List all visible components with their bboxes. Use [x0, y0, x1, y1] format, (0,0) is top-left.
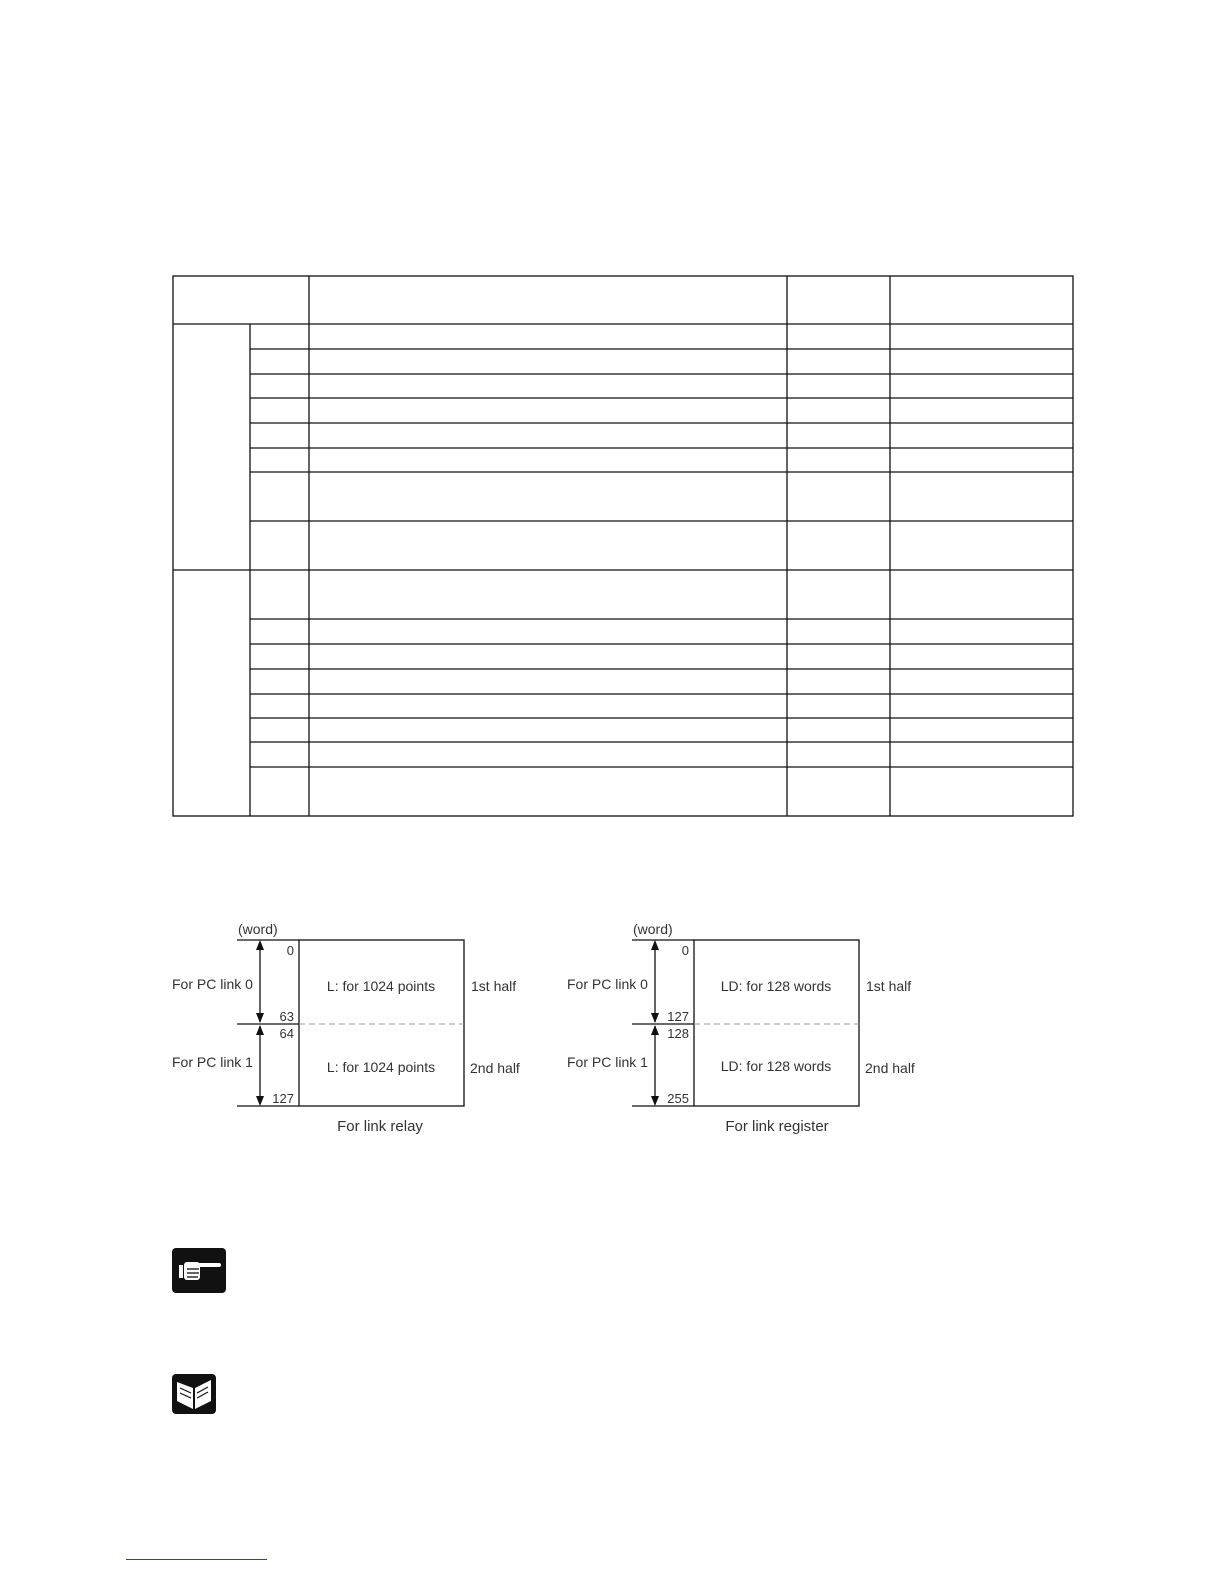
- address-127: 127: [667, 1009, 689, 1024]
- table-outer-border: [173, 276, 1073, 816]
- link-relay-diagram: [168, 915, 538, 1143]
- unit-label: (word): [238, 921, 278, 937]
- second-half-label: 2nd half: [865, 1060, 915, 1076]
- pc-link-1-label: For PC link 1: [172, 1054, 253, 1070]
- pc-link-0-label: For PC link 0: [567, 976, 648, 992]
- address-0: 0: [286, 943, 294, 958]
- pc-link-1-label: For PC link 1: [567, 1054, 648, 1070]
- first-half-label: 1st half: [471, 978, 517, 994]
- upper-area-label: LD: for 128 words: [720, 978, 832, 994]
- lower-area-label: LD: for 128 words: [720, 1058, 832, 1074]
- pc-link-0-label: For PC link 0: [172, 976, 253, 992]
- memory-area-box: [299, 940, 464, 1106]
- link-register-diagram: [563, 915, 933, 1143]
- second-half-label: 2nd half: [470, 1060, 520, 1076]
- diagram-caption: For link register: [725, 1118, 829, 1135]
- upper-area-label: L: for 1024 points: [326, 978, 436, 994]
- address-255: 255: [667, 1091, 689, 1106]
- address-127: 127: [272, 1091, 294, 1106]
- diagram-caption: For link relay: [337, 1118, 423, 1135]
- address-64: 64: [279, 1026, 294, 1041]
- address-63: 63: [279, 1009, 294, 1024]
- memory-area-box: [694, 940, 859, 1106]
- first-half-label: 1st half: [866, 978, 912, 994]
- address-0: 0: [681, 943, 689, 958]
- lower-area-label: L: for 1024 points: [326, 1059, 436, 1075]
- unit-label: (word): [633, 921, 673, 937]
- book-icon: [172, 1374, 216, 1414]
- pointing-hand-icon: [172, 1248, 226, 1293]
- address-128: 128: [667, 1026, 689, 1041]
- footnote-separator: [126, 1559, 267, 1560]
